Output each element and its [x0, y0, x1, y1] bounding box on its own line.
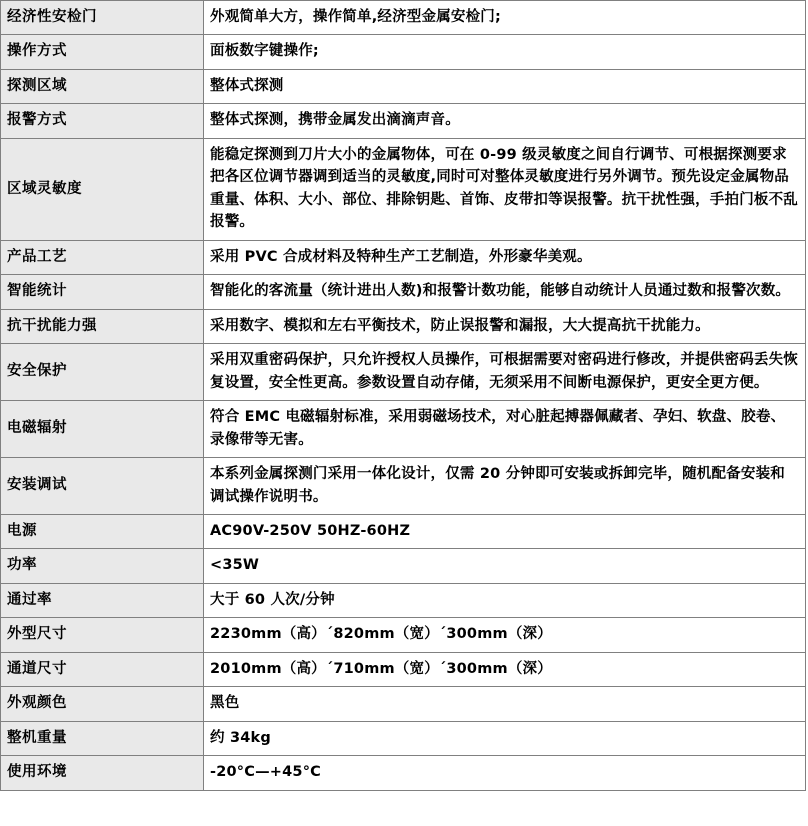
table-row — [1, 1, 806, 35]
row-label: 操作方式 — [1, 35, 204, 69]
table-row — [1, 69, 806, 103]
row-value: 整体式探测 — [204, 69, 806, 103]
row-value: <35W — [204, 549, 806, 583]
table-row — [1, 344, 806, 401]
row-value: 大于 60 人次/分钟 — [204, 583, 806, 617]
table-row — [1, 138, 806, 240]
row-value: 黑色 — [204, 687, 806, 721]
table-row — [1, 549, 806, 583]
table-row — [1, 35, 806, 69]
row-label: 产品工艺 — [1, 240, 204, 274]
row-value: 外观简单大方，操作简单,经济型金属安检门; — [204, 1, 806, 35]
row-label: 报警方式 — [1, 104, 204, 138]
row-value: 采用 PVC 合成材料及特种生产工艺制造，外形豪华美观。 — [204, 240, 806, 274]
row-label: 电磁辐射 — [1, 401, 204, 458]
table-row — [1, 275, 806, 309]
row-label: 经济性安检门 — [1, 1, 204, 35]
row-label: 外型尺寸 — [1, 618, 204, 652]
table-row — [1, 309, 806, 343]
row-value: -20°C—+45°C — [204, 756, 806, 790]
table-row — [1, 401, 806, 458]
row-label: 使用环境 — [1, 756, 204, 790]
table-row — [1, 104, 806, 138]
row-value: 本系列金属探测门采用一体化设计，仅需 20 分钟即可安装或拆卸完毕，随机配备安装和调试操作说明书。 — [204, 458, 806, 515]
row-value: 2230mm（高）´820mm（宽）´300mm（深） — [204, 618, 806, 652]
table-row — [1, 721, 806, 755]
row-value: 采用数字、模拟和左右平衡技术，防止误报警和漏报，大大提高抗干扰能力。 — [204, 309, 806, 343]
row-label: 整机重量 — [1, 721, 204, 755]
table-body — [1, 1, 806, 791]
row-value: 整体式探测，携带金属发出滴滴声音。 — [204, 104, 806, 138]
row-value: 2010mm（高）´710mm（宽）´300mm（深） — [204, 652, 806, 686]
table-row — [1, 687, 806, 721]
row-label: 电源 — [1, 514, 204, 548]
row-label: 安全保护 — [1, 344, 204, 401]
row-label: 功率 — [1, 549, 204, 583]
row-label: 探测区域 — [1, 69, 204, 103]
row-value: 约 34kg — [204, 721, 806, 755]
row-label: 安装调试 — [1, 458, 204, 515]
table-row — [1, 240, 806, 274]
row-label: 智能统计 — [1, 275, 204, 309]
table-row — [1, 652, 806, 686]
row-label: 外观颜色 — [1, 687, 204, 721]
row-value: 符合 EMC 电磁辐射标准，采用弱磁场技术，对心脏起搏器佩藏者、孕妇、软盘、胶卷、录像带等无害。 — [204, 401, 806, 458]
row-value: 采用双重密码保护，只允许授权人员操作，可根据需要对密码进行修改，并提供密码丢失恢复设置，安全性更高。参数设置自动存储，无须采用不间断电源保护，更安全更方便。 — [204, 344, 806, 401]
row-label: 通过率 — [1, 583, 204, 617]
table-row — [1, 514, 806, 548]
table-row — [1, 458, 806, 515]
row-value: 能稳定探测到刀片大小的金属物体，可在 0-99 级灵敏度之间自行调节、可根据探测要求把各区位调节器调到适当的灵敏度,同时可对整体灵敏度进行另外调节。预先设定金属物品重量、体积、大小、部位、排除钥匙、首饰、皮带扣等误报警。抗干扰性强，手拍门板不乱报警。 — [204, 138, 806, 240]
table-row — [1, 618, 806, 652]
row-value: 面板数字键操作; — [204, 35, 806, 69]
table-row — [1, 583, 806, 617]
row-value: 智能化的客流量（统计进出人数)和报警计数功能，能够自动统计人员通过数和报警次数。 — [204, 275, 806, 309]
row-label: 抗干扰能力强 — [1, 309, 204, 343]
row-value: AC90V-250V 50HZ-60HZ — [204, 514, 806, 548]
row-label: 通道尺寸 — [1, 652, 204, 686]
row-label: 区域灵敏度 — [1, 138, 204, 240]
table-row — [1, 756, 806, 790]
